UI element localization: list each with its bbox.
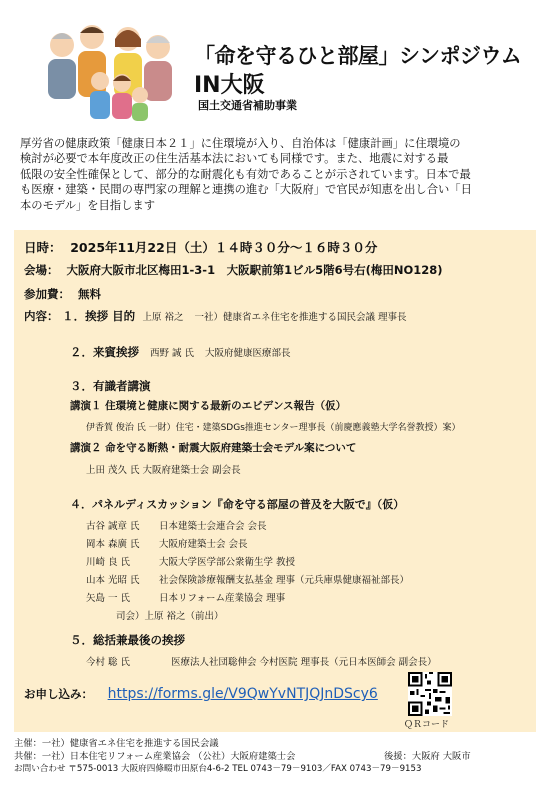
date-value: 2025年11月22日（土）１４時３０分～１６時３０分 xyxy=(70,240,378,255)
panelist xyxy=(86,590,285,604)
intro-line: も医療・建築・民間の専門家の理解と連携の進む「大阪府」で官民が知恵を出し合い「日 xyxy=(20,183,472,197)
intro-line: 本のモデル」を目指します xyxy=(20,198,155,212)
panelist-name: 山本 光昭 氏 xyxy=(86,575,140,586)
family-illustration xyxy=(40,15,180,123)
footer xyxy=(14,738,536,776)
panelist-org: 大阪府建築士会 会長 xyxy=(159,539,248,550)
moderator: 司会）上原 裕之（前出） xyxy=(116,611,224,622)
item2-row xyxy=(70,344,291,360)
qr-code-icon xyxy=(408,672,452,716)
panelist-name: 古谷 誠章 氏 xyxy=(86,521,140,532)
item2-name: 西野 誠 氏 xyxy=(149,348,195,359)
item5-row xyxy=(86,654,437,668)
date-label: 日時： xyxy=(24,240,62,255)
event-title: 「命を守るひと部屋」シンポジウム xyxy=(194,44,522,68)
panelist-org: 日本建築士会連合会 会長 xyxy=(159,521,267,532)
panelist-name: 岡本 森廣 氏 xyxy=(86,539,140,550)
item1-org: 一社）健康省エネ住宅を推進する国民会議 理事長 xyxy=(194,312,407,323)
apply-label: お申し込み： xyxy=(24,687,93,701)
item1-title: １．挨拶 目的 xyxy=(62,309,136,323)
panelist xyxy=(86,536,248,550)
event-location-title: IN大阪 xyxy=(194,73,265,98)
lecture2-title: 講演２ 命を守る断熱・耐震大阪府建築士会モデル案について xyxy=(70,442,357,454)
panelist-org: 社会保険診療報酬支払基金 理事（元兵庫県健康福祉部長） xyxy=(159,575,410,586)
panelist-org: 大阪大学医学部公衆衛生学 教授 xyxy=(159,557,296,568)
panelist xyxy=(86,572,409,586)
item5-name: 今村 聡 氏 xyxy=(86,657,131,668)
item4-title: ４．パネルディスカッション『命を守る部屋の普及を大阪で』（仮） xyxy=(70,498,405,511)
footer-support: 後援：大阪府 大阪市 xyxy=(384,750,471,762)
header xyxy=(0,0,550,128)
fee-row xyxy=(24,286,101,302)
footer-contact: お問い合わせ 〒575-0013 大阪府四條畷市田原台4-6-2 TEL 0743－79－9103／FAX 0743－79－9153 xyxy=(14,764,422,775)
panelist-name: 川崎 良 氏 xyxy=(86,557,131,568)
item1-name: 上原 裕之 xyxy=(142,312,184,323)
lecture1-speaker: 伊香賀 俊治 氏 一財）住宅・建築SDGs推進センター理事長（前慶應義塾大学名誉教授）案） xyxy=(86,423,461,433)
venue-row xyxy=(24,262,443,278)
details-box xyxy=(14,230,536,732)
fee-label: 参加費： xyxy=(24,287,70,301)
fee-value: 無料 xyxy=(78,287,102,301)
subsidy-note: 国土交通省補助事業 xyxy=(198,99,297,112)
qr-code-label: ＱＲコード xyxy=(404,720,450,730)
venue-label: 会場： xyxy=(24,263,59,277)
item3-title: ３．有識者講演 xyxy=(70,379,151,393)
intro-text xyxy=(20,136,535,213)
footer-host: 主催：一社）健康省エネ住宅を推進する国民会議 xyxy=(14,738,219,749)
content-label: 内容： xyxy=(24,309,59,323)
lecture1-title: 講演１ 住環境と健康に関する最新のエビデンス報告（仮） xyxy=(70,400,347,412)
panelist xyxy=(86,518,267,532)
item1-row xyxy=(24,308,407,324)
apply-row xyxy=(24,686,378,702)
panelist-org: 日本リフォーム産業協会 理事 xyxy=(159,593,286,604)
item5-title: ５．総括兼最後の挨拶 xyxy=(70,633,185,647)
footer-cohost-row xyxy=(14,751,536,764)
apply-link[interactable]: https://forms.gle/V9QwYvNTJQJnDScy6 xyxy=(107,686,378,702)
footer-cohost: 共催：一社）日本住宅リフォーム産業協会 （公社）大阪府建築士会 xyxy=(14,750,296,762)
panelist-name: 矢島 一 氏 xyxy=(86,593,131,604)
lecture2-speaker: 上田 茂久 氏 大阪府建築士会 副会長 xyxy=(86,465,241,476)
intro-line: 厚労省の健康政策「健康日本２１」に住環境が入り、自治体は「健康計画」に住環境の xyxy=(20,137,461,150)
intro-line: 検討が必要で本年度改正の住生活基本法においても同様です。また、地震に対する最 xyxy=(20,152,449,166)
item2-title: ２．来賓挨拶 xyxy=(70,345,139,359)
intro-line: 低限の安全性確保として、部分的な耐震化も有効であることが示されています。日本で最 xyxy=(20,167,471,181)
panelist xyxy=(86,554,295,568)
date-row xyxy=(24,238,377,256)
item2-org: 大阪府健康医療部長 xyxy=(204,348,291,359)
item5-org: 医療法人社団聡伸会 今村医院 理事長（元日本医師会 副会長） xyxy=(171,657,437,668)
venue-value: 大阪府大阪市北区梅田1-3-1 大阪駅前第1ビル5階6号右(梅田NO128) xyxy=(66,263,443,277)
